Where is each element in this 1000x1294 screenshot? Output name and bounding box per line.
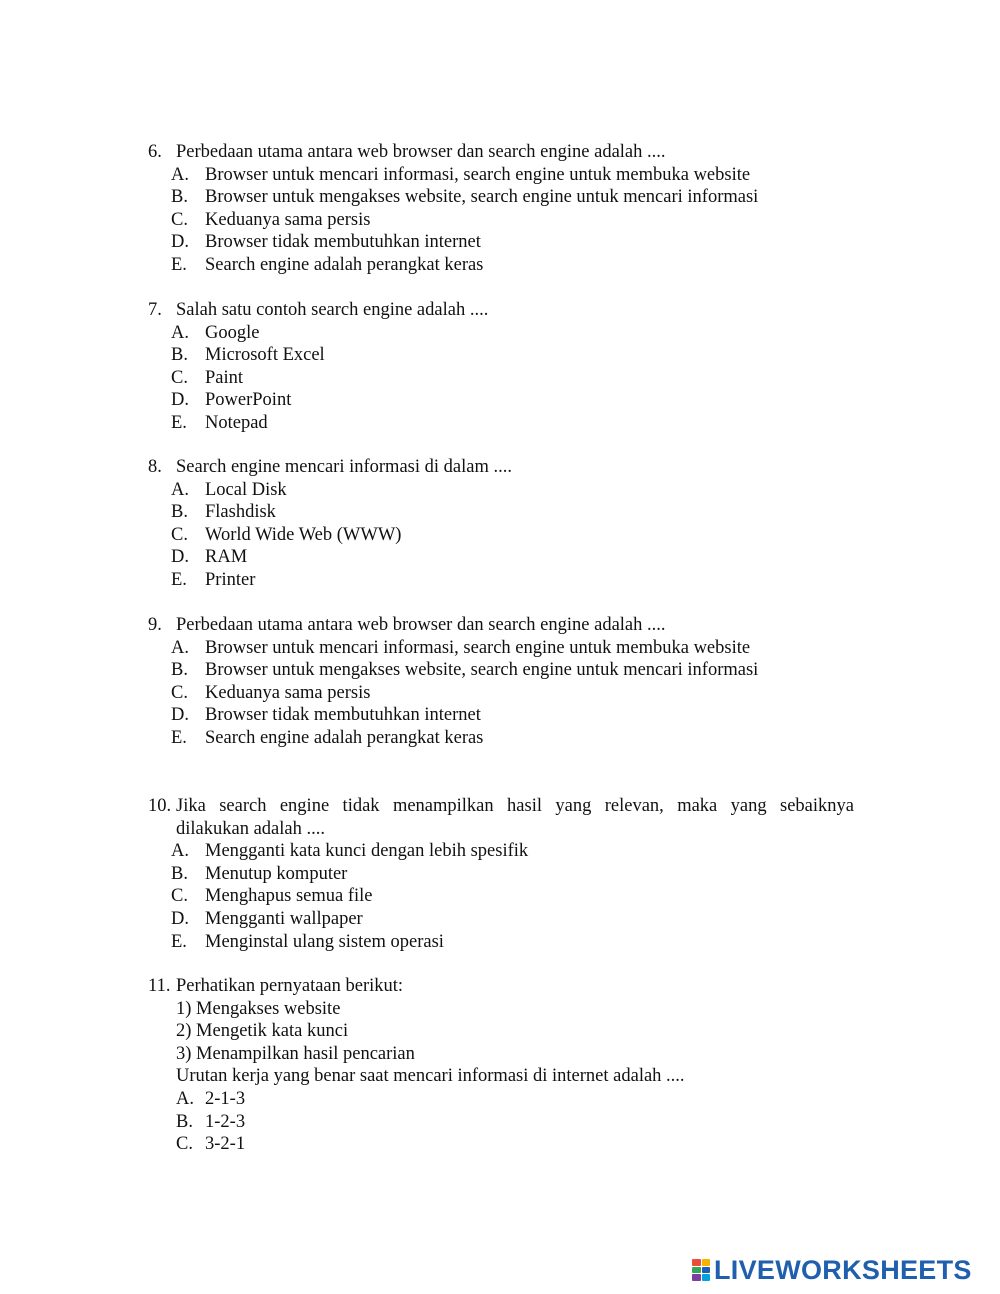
option-c[interactable] (148, 885, 854, 908)
option-text: 3-2-1 (205, 1134, 246, 1155)
option-text: Browser untuk mencari informasi, search engine untuk membuka website (205, 637, 751, 658)
option-letter: D. (171, 908, 189, 929)
option-text: PowerPoint (205, 390, 292, 411)
question-text: Perbedaan utama antara web browser dan search engine adalah .... (176, 615, 666, 635)
option-text: Local Disk (205, 479, 287, 500)
question-number: 6. (148, 142, 162, 162)
question-text: Salah satu contoh search engine adalah .... (176, 300, 489, 320)
option-e[interactable] (148, 569, 854, 592)
option-d[interactable] (148, 704, 854, 727)
option-letter: D. (171, 705, 189, 726)
option-text: 1-2-3 (205, 1111, 246, 1132)
question-6 (148, 141, 854, 277)
option-letter: E. (171, 412, 187, 433)
option-text: Menghapus semua file (205, 886, 373, 907)
logo-icon-block (692, 1274, 701, 1281)
statement-text: 1) Mengakses website (176, 998, 341, 1019)
option-text: Keduanya sama persis (205, 209, 371, 230)
question-text-continued: dilakukan adalah .... (176, 818, 325, 839)
option-text: Mengganti kata kunci dengan lebih spesifik (205, 841, 529, 862)
question-11 (148, 975, 854, 1156)
option-e[interactable] (148, 412, 854, 435)
option-letter: A. (171, 479, 189, 500)
option-letter: C. (171, 524, 188, 545)
question-9 (148, 614, 854, 750)
statement-text: 2) Mengetik kata kunci (176, 1021, 349, 1042)
option-b[interactable] (148, 344, 854, 367)
option-letter: D. (171, 232, 189, 253)
option-letter: A. (171, 841, 189, 862)
statement-item (148, 998, 854, 1021)
question-text: Perbedaan utama antara web browser dan search engine adalah .... (176, 142, 666, 162)
option-text: Printer (205, 569, 256, 590)
question-number: 10. (148, 796, 172, 816)
question-line (148, 456, 854, 479)
question-line (148, 795, 854, 818)
option-letter: E. (171, 931, 187, 952)
option-d[interactable] (148, 908, 854, 931)
statement-text: 3) Menampilkan hasil pencarian (176, 1043, 415, 1064)
option-letter: C. (171, 682, 188, 703)
option-e[interactable] (148, 931, 854, 954)
option-letter: E. (171, 254, 187, 275)
option-d[interactable] (148, 389, 854, 412)
option-c[interactable] (148, 682, 854, 705)
option-letter: E. (171, 569, 187, 590)
option-text: Browser tidak membutuhkan internet (205, 705, 481, 726)
option-letter: B. (171, 863, 188, 884)
question-line (148, 818, 854, 841)
option-b[interactable] (148, 501, 854, 524)
option-text: Search engine adalah perangkat keras (205, 254, 484, 275)
question-text: Search engine mencari informasi di dalam .... (176, 457, 512, 477)
option-b[interactable] (148, 659, 854, 682)
question-line (148, 975, 854, 998)
option-c[interactable] (148, 524, 854, 547)
option-text: Browser tidak membutuhkan internet (205, 232, 481, 253)
option-text: Mengganti wallpaper (205, 908, 363, 929)
option-b[interactable] (148, 1111, 854, 1134)
option-a[interactable] (148, 1088, 854, 1111)
liveworksheets-logo-icon (692, 1259, 710, 1281)
option-a[interactable] (148, 840, 854, 863)
option-letter: B. (176, 1111, 193, 1132)
option-a[interactable] (148, 322, 854, 345)
question-number: 9. (148, 615, 162, 635)
question-prompt (148, 1065, 854, 1088)
option-letter: C. (171, 886, 188, 907)
option-text: Notepad (205, 412, 268, 433)
option-a[interactable] (148, 637, 854, 660)
option-text: Browser untuk mencari informasi, search engine untuk membuka website (205, 164, 751, 185)
prompt-text: Urutan kerja yang benar saat mencari informasi di internet adalah .... (176, 1066, 685, 1087)
option-letter: D. (171, 390, 189, 411)
option-text: Flashdisk (205, 502, 276, 523)
option-text: Search engine adalah perangkat keras (205, 727, 484, 748)
logo-icon-block (702, 1274, 711, 1281)
option-c[interactable] (148, 1133, 854, 1156)
option-text: Browser untuk mengakses website, search engine untuk mencari informasi (205, 660, 759, 681)
option-letter: C. (176, 1134, 193, 1155)
question-line (148, 614, 854, 637)
option-letter: B. (171, 187, 188, 208)
question-8 (148, 456, 854, 592)
logo-icon-block (692, 1259, 701, 1266)
option-text: Paint (205, 367, 244, 388)
option-letter: A. (171, 637, 189, 658)
question-10 (148, 795, 854, 953)
option-text: Menutup komputer (205, 863, 348, 884)
option-text: Google (205, 322, 260, 343)
statement-item (148, 1043, 854, 1066)
option-letter: B. (171, 660, 188, 681)
option-text: Menginstal ulang sistem operasi (205, 931, 444, 952)
option-c[interactable] (148, 209, 854, 232)
question-number: 7. (148, 300, 162, 320)
option-text: Microsoft Excel (205, 345, 325, 366)
option-d[interactable] (148, 231, 854, 254)
option-letter: C. (171, 209, 188, 230)
question-7 (148, 299, 854, 435)
logo-text: LIVEWORKSHEETS (714, 1254, 972, 1285)
option-text: RAM (205, 547, 248, 568)
option-c[interactable] (148, 367, 854, 390)
question-line (148, 141, 854, 164)
question-text: Perhatikan pernyataan berikut: (176, 976, 404, 996)
option-text: 2-1-3 (205, 1088, 246, 1109)
option-letter: C. (171, 367, 188, 388)
option-letter: B. (171, 502, 188, 523)
option-letter: A. (176, 1088, 194, 1109)
option-e[interactable] (148, 254, 854, 277)
option-e[interactable] (148, 727, 854, 750)
option-text: World Wide Web (WWW) (205, 524, 402, 545)
logo-icon-block (702, 1259, 711, 1266)
liveworksheets-logo[interactable] (692, 1255, 972, 1285)
logo-icon-block (702, 1267, 711, 1274)
option-letter: A. (171, 164, 189, 185)
option-a[interactable] (148, 164, 854, 187)
option-b[interactable] (148, 186, 854, 209)
option-letter: E. (171, 727, 187, 748)
option-letter: B. (171, 345, 188, 366)
question-text: Jika search engine tidak menampilkan hasil yang relevan, maka yang sebaiknya (176, 796, 854, 816)
logo-icon-block (692, 1267, 701, 1274)
question-line (148, 299, 854, 322)
option-letter: D. (171, 547, 189, 568)
option-a[interactable] (148, 479, 854, 502)
statement-item (148, 1020, 854, 1043)
option-letter: A. (171, 322, 189, 343)
option-text: Browser untuk mengakses website, search engine untuk mencari informasi (205, 187, 759, 208)
option-d[interactable] (148, 546, 854, 569)
question-number: 11. (148, 976, 171, 996)
option-b[interactable] (148, 863, 854, 886)
option-text: Keduanya sama persis (205, 682, 371, 703)
question-number: 8. (148, 457, 162, 477)
